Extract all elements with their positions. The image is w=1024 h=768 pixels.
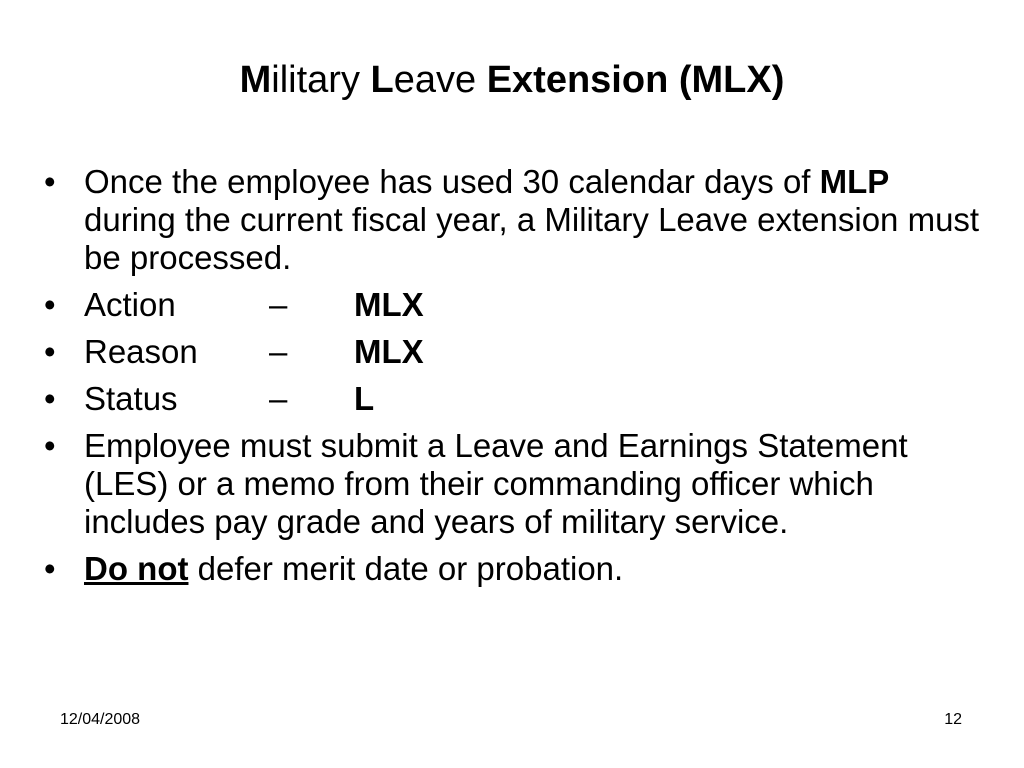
title-text-extension: Extension (MLX) xyxy=(486,59,785,101)
bullet-icon: • xyxy=(44,427,56,464)
bullet-item-les-requirement xyxy=(44,427,984,541)
bullet-icon: • xyxy=(44,550,56,587)
bullet-icon: • xyxy=(44,286,56,323)
action-label: Action xyxy=(84,286,176,323)
status-value: L xyxy=(354,380,375,417)
bullet-list xyxy=(44,163,984,597)
bullet-item-mlp-usage xyxy=(44,163,984,277)
bullet-text-les: Employee must submit a Leave and Earnings Statement (LES) or a memo from their commanding officer which includes pay grade and years of military service. xyxy=(84,427,908,540)
action-value: MLX xyxy=(354,286,424,323)
status-dash: – xyxy=(269,380,288,417)
action-dash: – xyxy=(269,286,288,323)
bullet-text-mlp: MLP xyxy=(819,163,890,200)
bullet-text-defer: defer merit date or probation. xyxy=(188,550,624,587)
footer-date: 12/04/2008 xyxy=(60,711,141,728)
reason-label: Reason xyxy=(84,333,198,370)
bullet-item-do-not-defer xyxy=(44,550,984,588)
bullet-item-action xyxy=(44,286,984,324)
bullet-text-do-not: Do not xyxy=(84,550,189,587)
bullet-icon: • xyxy=(44,163,56,200)
reason-value: MLX xyxy=(354,333,424,370)
title-text-ilitary: ilitary xyxy=(271,59,371,101)
slide-title xyxy=(0,56,1024,104)
bullet-item-status xyxy=(44,380,984,418)
bullet-item-reason xyxy=(44,333,984,371)
bullet-icon: • xyxy=(44,380,56,417)
title-text-eave: eave xyxy=(393,59,487,101)
reason-dash: – xyxy=(269,333,288,370)
bullet-icon: • xyxy=(44,333,56,370)
bullet-text-b: during the current fiscal year, a Military Leave extension must be processed. xyxy=(84,201,980,276)
title-initial-l: L xyxy=(370,59,394,101)
bullet-text-a: Once the employee has used 30 calendar days of xyxy=(84,163,820,200)
status-label: Status xyxy=(84,380,178,417)
title-initial-m: M xyxy=(239,59,272,101)
footer-page-number: 12 xyxy=(944,711,962,728)
